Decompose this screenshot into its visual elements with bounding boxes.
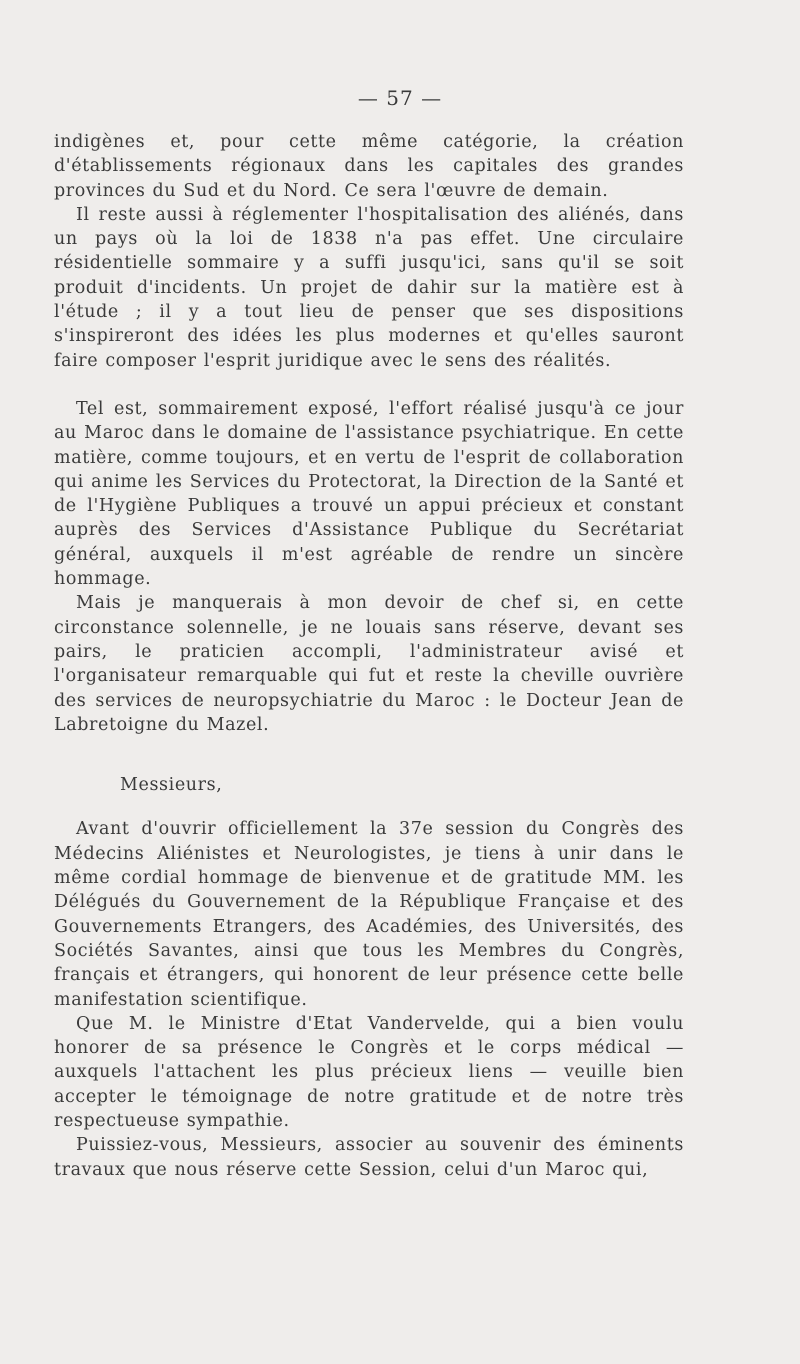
paragraph-2: Il reste aussi à réglementer l'hospitalisation des aliénés, dans un pays où la loi de 1838 n'a pas effet. Une circulaire résidentielle sommaire y a suffi jusqu'ici, sans qu'il se soit produit d'incidents. Un projet de dahir sur la matière est à l'étude ; il y a tout lieu de penser que ses dispositions s'inspireront des idées les plus modernes et qu'elles sauront faire composer l'esprit juridique avec le sens des réalités. <box>54 204 684 371</box>
paragraph-4: Mais je manquerais à mon devoir de chef si, en cette circonstance solennelle, je ne louais sans réserve, devant ses pairs, le praticien accompli, l'administrateur avisé et l'organisateur remarquable qui fut et reste la cheville ouvrière des services de neuropsychiatrie du Maroc : le Docteur Jean de Labretoigne du Mazel. <box>54 593 684 735</box>
body-text <box>54 130 684 1182</box>
paragraph-1: indigènes et, pour cette même catégorie, la création d'établissements régionaux dans les capitales des grandes provinces du Sud et du Nord. Ce sera l'œuvre de demain. <box>54 132 684 201</box>
salutation: Messieurs, <box>120 775 223 796</box>
paragraph-7: Puissiez-vous, Messieurs, associer au souvenir des éminents travaux que nous réserve cette Session, celui d'un Maroc qui, <box>54 1135 684 1180</box>
paragraph-3: Tel est, sommairement exposé, l'effort réalisé jusqu'à ce jour au Maroc dans le domaine de l'assistance psychiatrique. En cette matière, comme toujours, et en vertu de l'esprit de collaboration qui anime les Services du Protectorat, la Direction de la Santé et de l'Hygiène Publiques a trouvé un appui précieux et constant auprès des Services d'Assistance Publique du Secrétariat général, auxquels il m'est agréable de rendre un sincère hommage. <box>54 398 684 590</box>
page-number: — 57 — <box>357 86 443 110</box>
paragraph-6: Que M. le Ministre d'Etat Vandervelde, qui a bien voulu honorer de sa présence le Congrès et le corps médical — auxquels l'attachent les plus précieux liens — veuille bien accepter le témoignage de notre gratitude et de notre très respectueuse sympathie. <box>54 1013 684 1131</box>
paragraph-5: Avant d'ouvrir officiellement la 37e session du Congrès des Médecins Aliénistes et Neurologistes, je tiens à unir dans le même cordial hommage de bienvenue et de gratitude MM. les Délégués du Gouvernement de la République Française et des Gouvernements Etrangers, des Académies, des Universités, des Sociétés Savantes, ainsi que tous les Membres du Congrès, français et étrangers, qui honorent de leur présence cette belle manifestation scientifique. <box>54 819 684 1010</box>
